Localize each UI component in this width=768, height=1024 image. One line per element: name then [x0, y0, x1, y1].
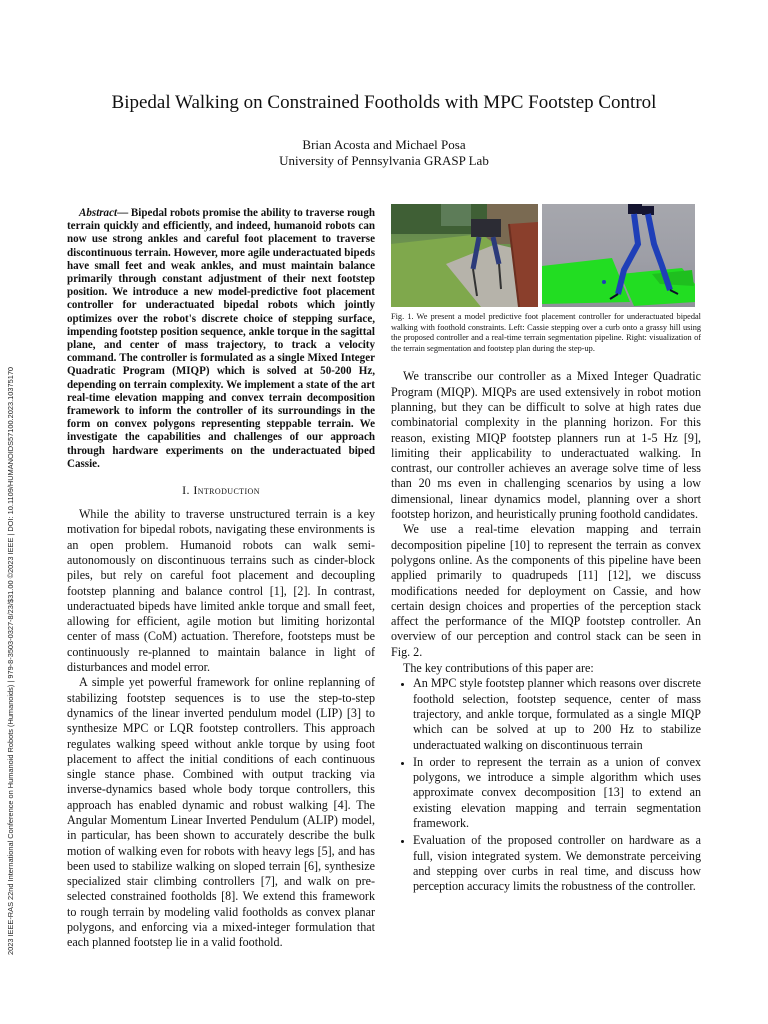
left-column — [67, 207, 375, 951]
contribution-item: • Evaluation of the proposed controller on hardware as a full, vision integrated system. We demonstrate perceiving and stepping over curbs in real time, and discuss how perception accuracy limits the robustness of the controller. — [413, 833, 701, 894]
section-number: I. — [182, 483, 190, 498]
segmentation-illustration — [542, 204, 695, 307]
contributions-intro: The key contributions of this paper are: — [403, 661, 594, 676]
affiliation: University of Pennsylvania GRASP Lab — [279, 153, 489, 168]
cassie-curb-illustration — [391, 204, 538, 307]
figure-caption: Fig. 1. We present a model predictive foot placement controller for underactuated bipedal walking with foothold constraints. Left: Cassie stepping over a curb onto a grassy hill using the proposed controller and a real-time terrain segmentation pipeline. Right: visualization of the terrain segmentation and footstep plan during the step-up. — [391, 312, 701, 353]
cassie-curb-photo — [391, 204, 538, 307]
right-column — [391, 204, 701, 896]
intro-paragraph-2: A simple yet powerful framework for online replanning of stabilizing footstep sequences is to use the step-to-step dynamics of the linear inverted pendulum model (LIP) [3] to synthesize MPC or LQR footstep controllers. This approach regulates walking speed without ankle torque by using foot placement to affect the initial conditions of each continuous single stance phase. Combined with output tracking via inverse-dynamics based whole body torque controllers, this approach has enabled dynamic and robust walking [4]. The Angular Momentum Linear Inverted Pendulum (ALIP) model, in particular, has been shown to accurately describe the bulk motion of walking even for robots with heavy legs [5], and has been used to stabilize walking on sloped terrain [6], synthesize specialized stair climbing controllers [7], and walk on pre-selected constrained footholds [8]. We extend this framework to rough terrain by modeling valid footholds as convex planar polygons, and enforcing via a mixed-integer formulation that each planned footstep lie in a valid foothold. — [67, 675, 375, 950]
paper-title: Bipedal Walking on Constrained Footholds with MPC Footstep Control — [111, 92, 657, 113]
doi-sidebar: 2023 IEEE-RAS 22nd International Conference on Humanoid Robots (Humanoids) | 979-8-3503-0327-8/23/$31.00 ©2023 IEEE | DOI: 10.1109/HUMANOIDS57100.2023.10375170 — [6, 366, 15, 955]
right-paragraph-1: We transcribe our controller as a Mixed Integer Quadratic Program (MIQP). MIQPs are used extensively in robot motion planning, but they can be difficult to solve at high rates due combinatorial complexity in the planning horizon. For this reason, existing MIQP footstep planners run at 1-5 Hz [9], limiting their applicability to underactuated walking. In contrast, our controller achieves an average solve time of less than 20 ms even in challenging scenarios by using a low dimensional, linear dynamics model, planning over a short footstep horizon, and heuristically pruning foothold candidates. — [391, 369, 701, 522]
terrain-segmentation-render — [542, 204, 695, 307]
abstract-text: — Bipedal robots promise the ability to traverse rough terrain quickly and efficiently, and indeed, humanoid robots can now use strong ankles and careful foot placement to traverse discontinuous terrain. However, more agile underactuated bipeds have small feet and weak ankles, and must maintain balance primarily through constant adjustment of their next footstep position. We introduce a new model-predictive foot placement controller for underactuated bipedal robots which jointly optimizes over the robot's discrete choice of stepping surface, impending footstep position sequence, ankle torque in the sagittal plane, and center of mass trajectory, to track a velocity command. The controller is formulated as a single Mixed Integer Quadratic Program (MIQP) which is solved at 50-200 Hz, depending on terrain complexity. We implement a state of the art real-time elevation mapping and convex terrain decomposition framework to inform the controller of its surroundings in the form on convex polygons representing steppable terrain. We investigate the capabilities and challenges of our approach through hardware experiments on the underactuated biped Cassie. — [67, 207, 375, 470]
intro-paragraph-1: While the ability to traverse unstructured terrain is a key motivation for bipedal robots, navigating these environments is an open problem. Humanoid robots can walk semi-autonomously on discontinuous terrains such as cinder-block piles, but rely on careful foot placement and decoupling footstep planning and balance control [1], [2]. In contrast, underactuated bipeds have limited ankle torque and small feet, allowing for efficient, agile motion but limiting horizontal center of mass (CoM) actuation. Therefore, footsteps must be continuously re-planned to maintain balance in light of disturbances and model error. — [67, 507, 375, 675]
right-paragraph-2: We use a real-time elevation mapping and terrain decomposition pipeline [10] to represent the terrain as convex polygons online. As the components of this pipeline have been applied primarily to quadrupeds [11] [12], we discuss modifications needed for deployment on Cassie, and how certain design choices and properties of the perception stack affect the performance of the MIQP footstep controller. An overview of our perception and control stack can be seen in Fig. 2. — [391, 522, 701, 659]
contribution-item: • In order to represent the terrain as a union of convex polygons, we introduce a simple algorithm which uses approximate convex decomposition [13] to extend an existing elevation mapping and terrain segmentation framework. — [413, 755, 701, 831]
abstract — [67, 207, 375, 471]
figure-1 — [391, 204, 701, 307]
section-title: Introduction — [193, 483, 260, 498]
contribution-item: • An MPC style footstep planner which reasons over discrete foothold selection, footstep sequence, center of mass trajectory, and ankle torque, formulated as a single MIQP which can be solved at up to 200 Hz to stabilize underactuated walking on discontinuous terrain — [413, 676, 701, 752]
authors: Brian Acosta and Michael Posa — [302, 137, 466, 152]
abstract-label: Abstract — [79, 207, 118, 219]
section-heading — [67, 483, 375, 498]
contributions-list — [391, 676, 701, 894]
